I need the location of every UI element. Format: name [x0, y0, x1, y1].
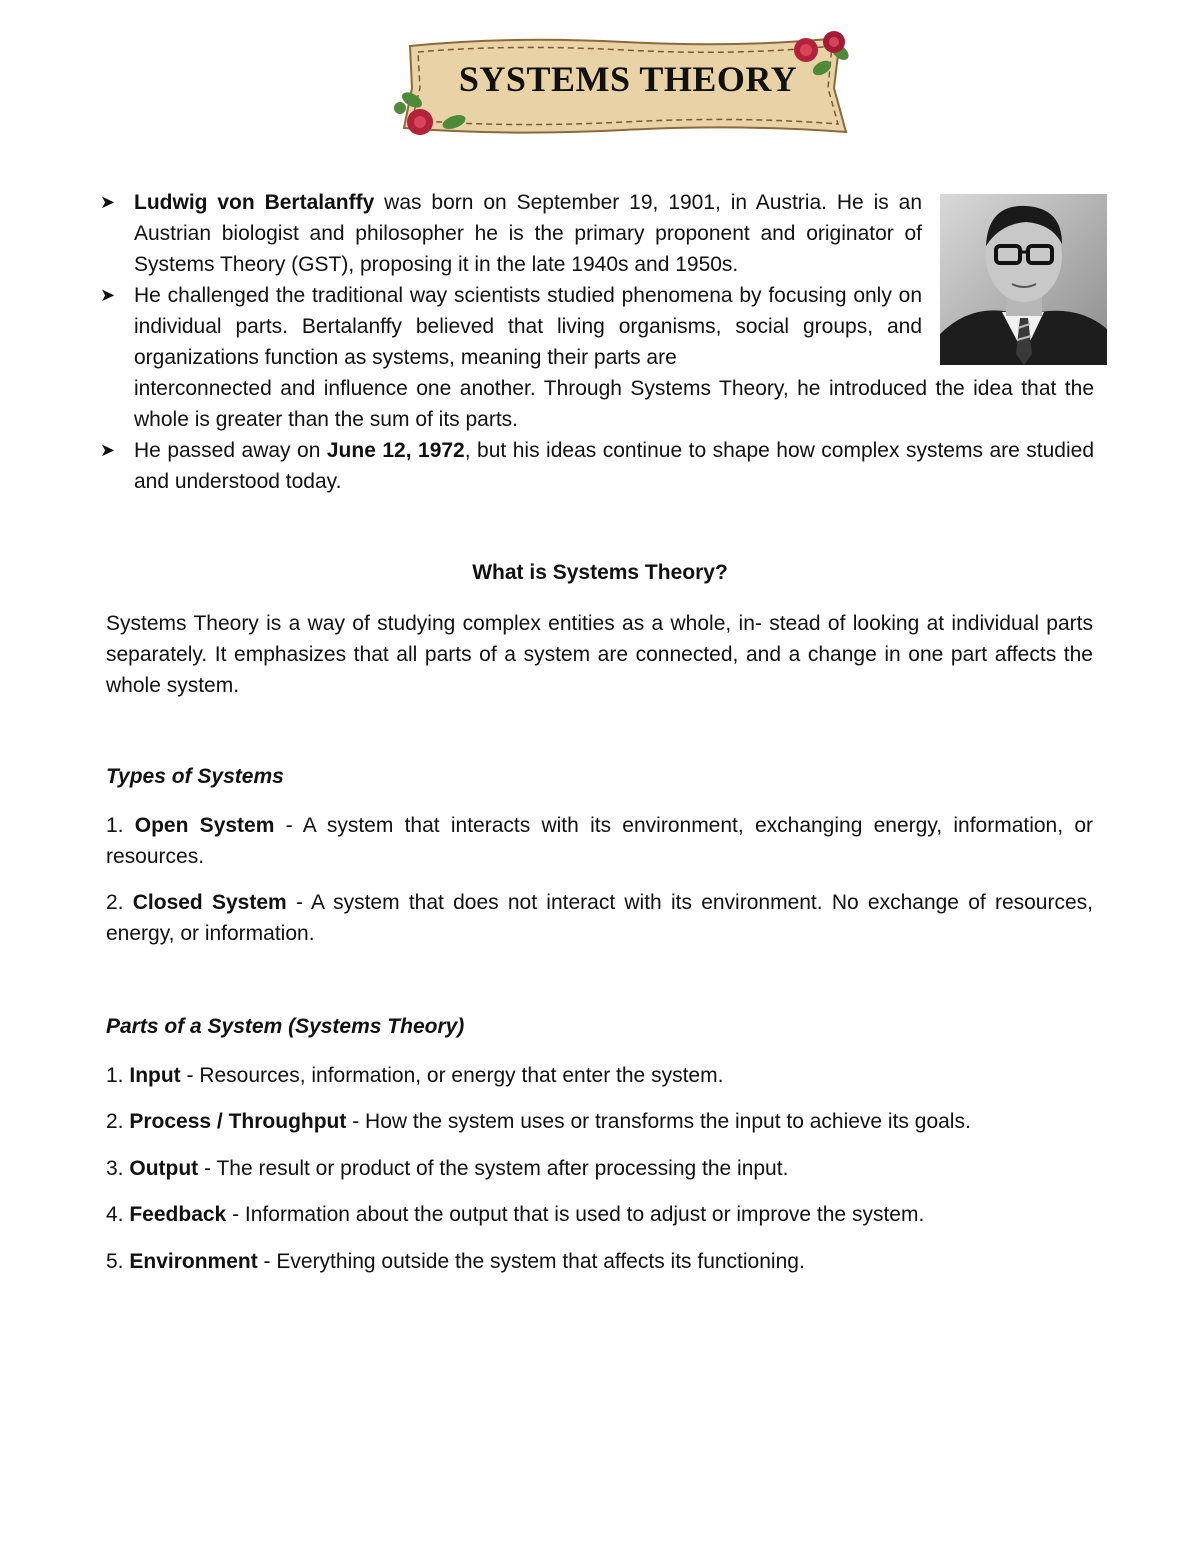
list-item	[106, 1153, 1093, 1184]
intro-paragraph: Systems Theory is a way of studying complex entities as a whole, in- stead of looking at individual parts separately. It emphasizes that all parts of a system are connected, and a change in one part affects the whole system.	[106, 612, 1093, 697]
parts-heading: Parts of a System (Systems Theory)	[106, 1015, 465, 1038]
arrow-bullet-icon: ➤	[100, 192, 116, 212]
bullet-text: He challenged the traditional way scientists studied phenomena by focusing only on individual parts. Bertalanffy believed that living organisms, social groups, and organizations function as systems, meaning their parts are	[134, 284, 922, 369]
list-item	[100, 280, 1134, 435]
item-number: 4.	[106, 1203, 130, 1226]
list-item	[100, 435, 1094, 497]
item-description: - A system that does not interact with its environment. No exchange of resources, energy, or information.	[106, 891, 1093, 945]
types-heading: Types of Systems	[106, 765, 284, 788]
bullet-text: , but his ideas continue to shape how complex systems are studied and understood today.	[134, 439, 1094, 493]
item-number: 2.	[106, 891, 133, 914]
item-description: - Information about the output that is used to adjust or improve the system.	[226, 1203, 925, 1226]
list-item	[100, 187, 922, 280]
item-term: Input	[129, 1064, 181, 1087]
list-item	[106, 1060, 1093, 1091]
list-item	[106, 1199, 1093, 1230]
item-term: Closed System	[132, 891, 287, 914]
bullet-bold-text: June 12, 1972	[326, 439, 465, 462]
item-description: - Everything outside the system that affects its functioning.	[257, 1250, 805, 1273]
item-description: - A system that interacts with its environment, exchanging energy, information, or resources.	[106, 814, 1093, 868]
bullet-text: was born on September 19, 1901, in Austria. He is an Austrian biologist and philosopher he is the primary proponent and originator of Systems Theory (GST), proposing it in the late 1940s and 1950s.	[134, 191, 922, 276]
bullet-text: interconnected and influence one another. Through Systems Theory, he introduced the idea that the whole is greater than the sum of its parts.	[134, 377, 1094, 431]
item-description: - The result or product of the system after processing the input.	[198, 1157, 789, 1180]
item-number: 2.	[106, 1110, 130, 1133]
item-number: 5.	[106, 1250, 130, 1273]
list-item	[106, 887, 1093, 949]
item-number: 1.	[106, 814, 135, 837]
title-banner	[388, 28, 860, 142]
item-term: Environment	[129, 1250, 258, 1273]
item-number: 1.	[106, 1064, 130, 1087]
page-title: SYSTEMS THEORY	[458, 59, 798, 99]
item-description: - Resources, information, or energy that enter the system.	[180, 1064, 724, 1087]
item-term: Process / Throughput	[129, 1110, 347, 1133]
item-term: Open System	[134, 814, 275, 837]
list-item	[106, 810, 1093, 872]
arrow-bullet-icon: ➤	[100, 285, 116, 305]
item-term: Output	[129, 1157, 199, 1180]
item-description: - How the system uses or transforms the input to achieve its goals.	[346, 1110, 971, 1133]
biography-bullet-list	[100, 187, 1100, 497]
section-heading: What is Systems Theory?	[472, 561, 728, 584]
item-number: 3.	[106, 1157, 130, 1180]
bullet-bold-text: Ludwig von Bertalanffy	[134, 191, 375, 214]
item-term: Feedback	[129, 1203, 227, 1226]
bullet-text: He passed away on	[134, 439, 327, 462]
list-item	[106, 1106, 1093, 1137]
arrow-bullet-icon: ➤	[100, 440, 116, 460]
list-item	[106, 1246, 1093, 1277]
